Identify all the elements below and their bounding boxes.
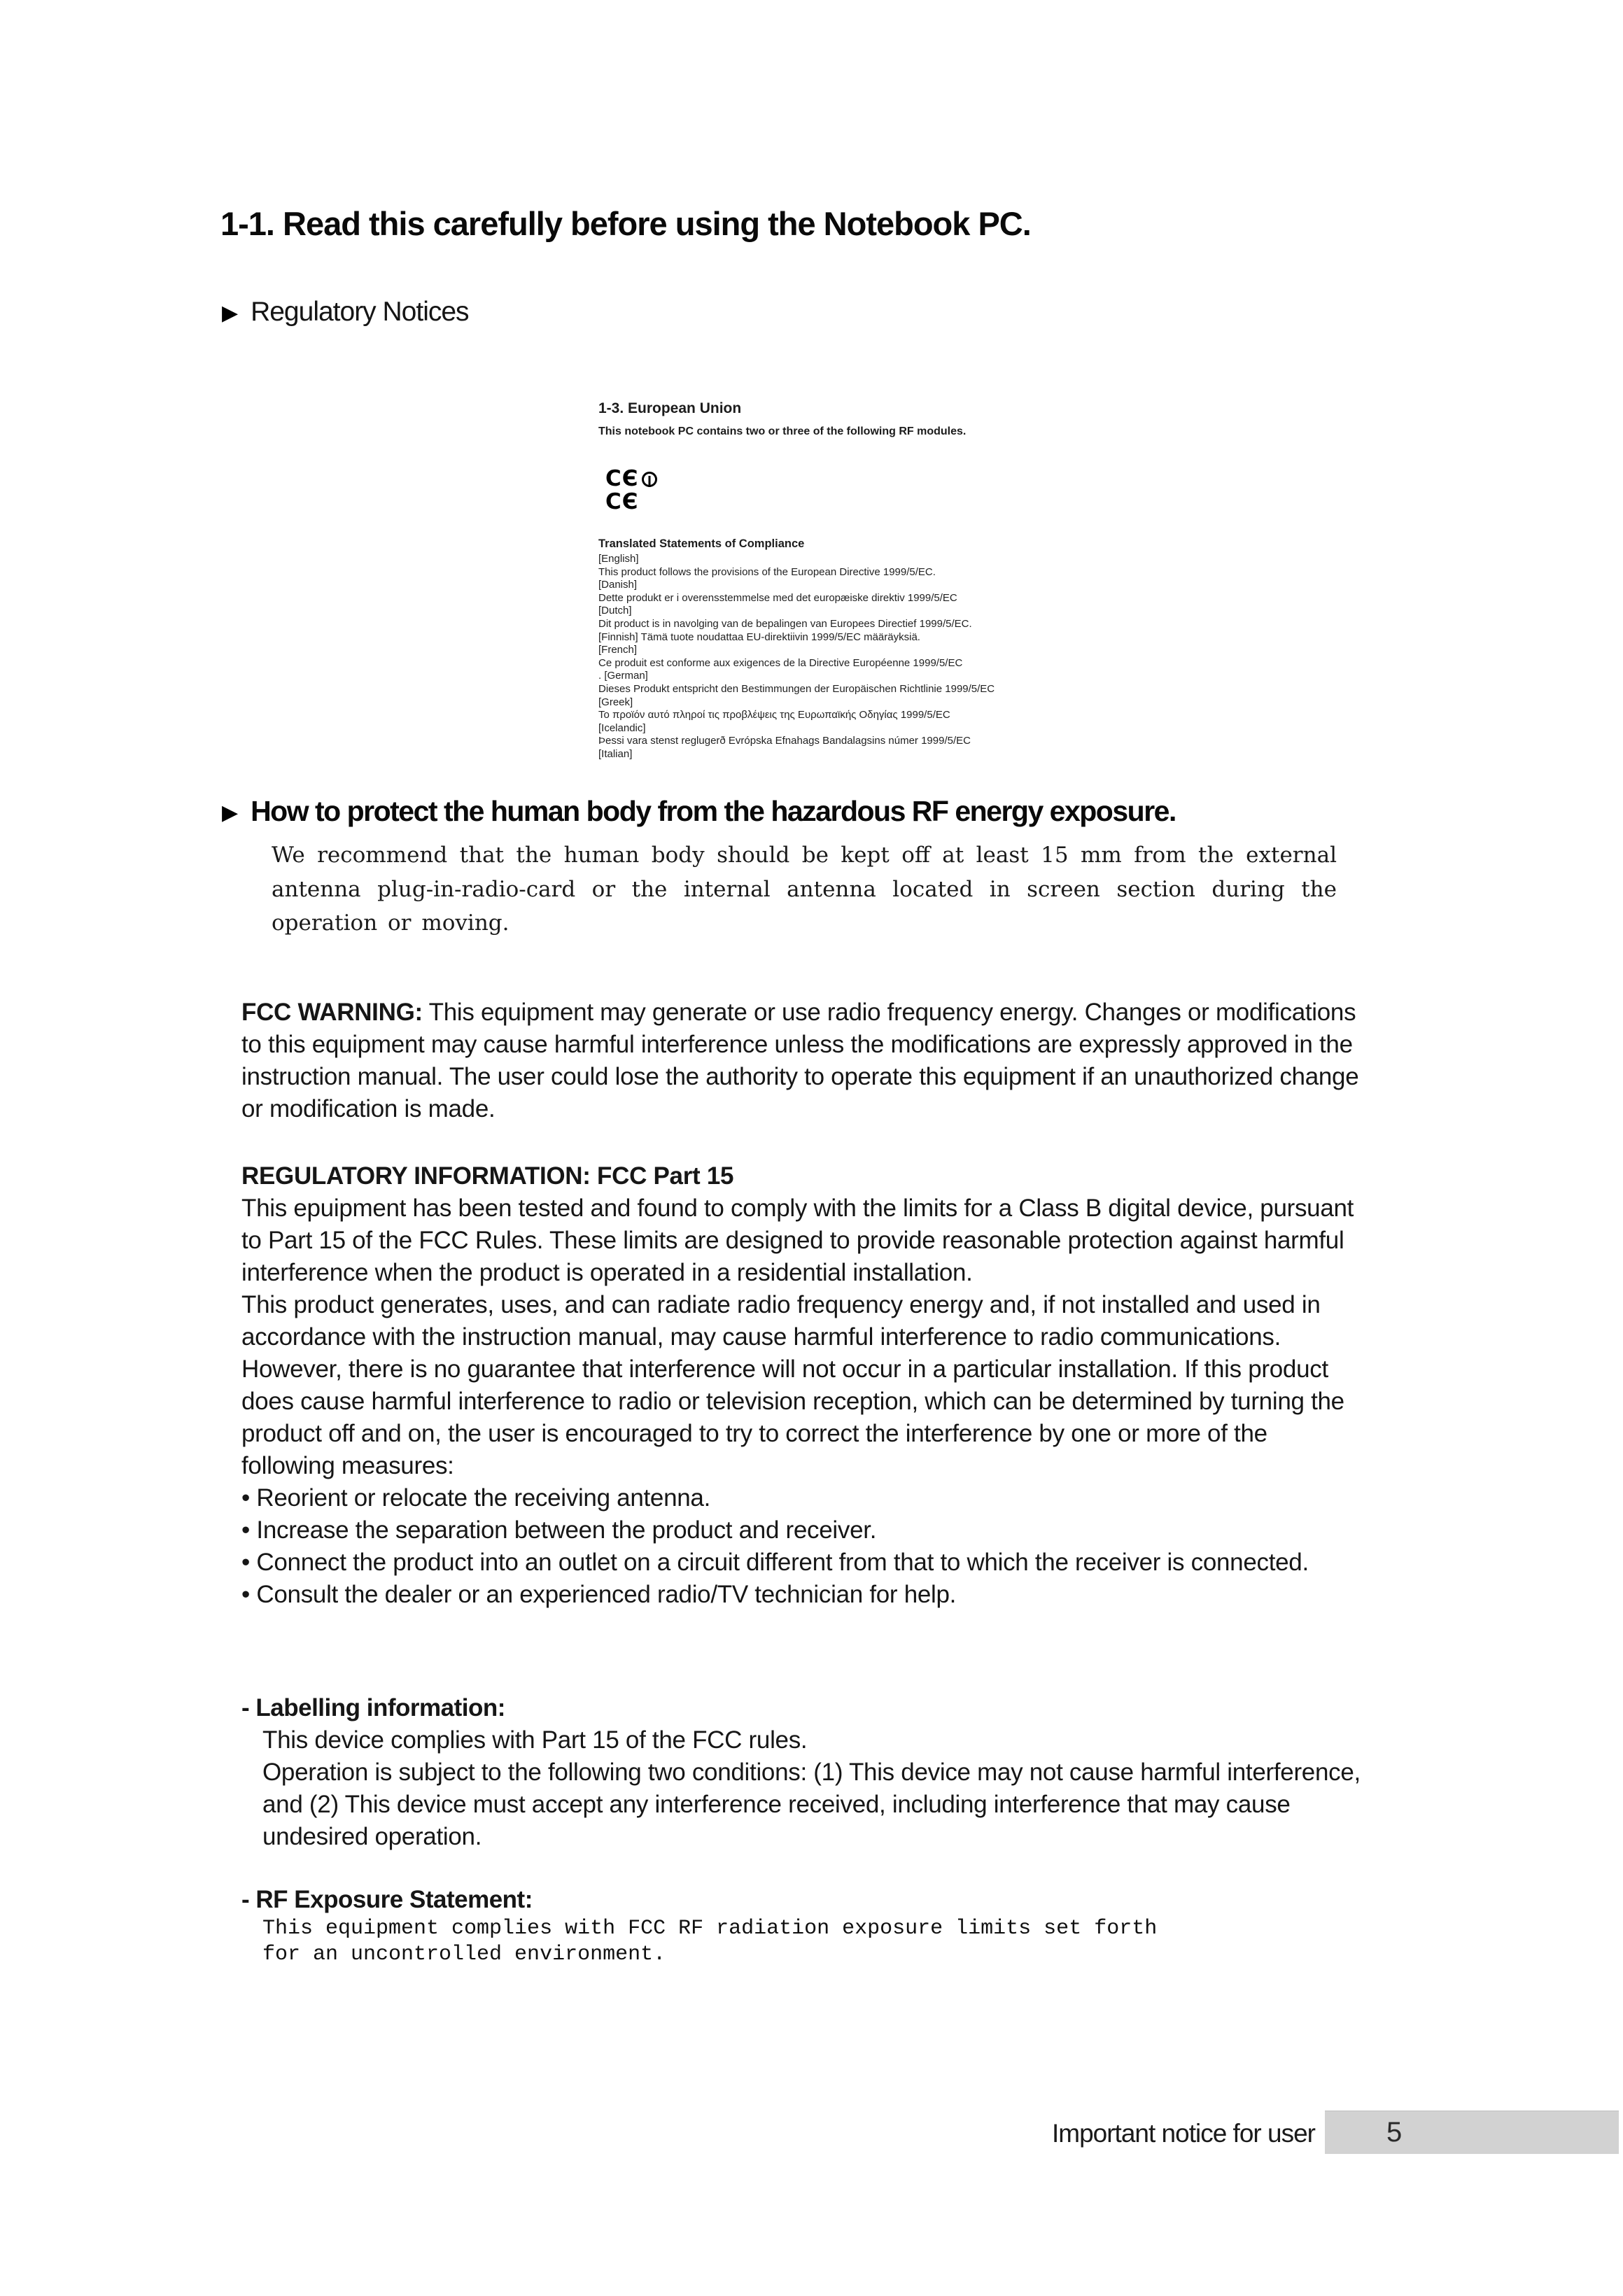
eu-heading: 1-3. European Union — [598, 400, 742, 416]
regulatory-information-section — [241, 1160, 1361, 1611]
labelling-information-section — [241, 1692, 1361, 1853]
list-item — [241, 1482, 1361, 1514]
section-heading-regulatory-notices — [222, 297, 469, 328]
ce-alert-icon — [642, 472, 657, 487]
compliance-heading: Translated Statements of Compliance — [598, 537, 805, 550]
page-number: 5 — [1386, 2117, 1403, 2148]
footer-chapter-label: Important notice for user — [1051, 2119, 1315, 2148]
section-heading-rf-protection — [222, 795, 1176, 828]
rf-exposure-line-2: for an uncontrolled environment. — [262, 1943, 666, 1966]
regulatory-info-paragraph-1: This epuipment has been tested and found to comply with the limits for a Class B digital device, pursuant to Part 15 of the FCC Rules. These limits are designed to provide reasonable protection against harmful interference when the product is operated in a residential installation. — [241, 1195, 1354, 1286]
list-item-text: Consult the dealer or an experienced radio/TV technician for help. — [256, 1581, 957, 1608]
triangle-right-icon: ▶ — [222, 801, 239, 824]
compliance-line: [Icelandic] — [598, 721, 646, 734]
compliance-line: Dette produkt er i overensstemmelse med det europæiske direktiv 1999/5/EC — [598, 591, 957, 604]
regulatory-info-heading: REGULATORY INFORMATION: FCC Part 15 — [241, 1162, 734, 1190]
rf-exposure-heading: - RF Exposure Statement: — [241, 1886, 533, 1913]
corrective-measures-list — [241, 1482, 1361, 1611]
labelling-line-2: Operation is subject to the following two conditions: (1) This device may not cause harmful interference, and (2) This device must accept any interference received, including interference that may cause undesired operation. — [262, 1759, 1361, 1850]
list-item-text: Reorient or relocate the receiving antenna. — [256, 1484, 711, 1512]
compliance-line: [English] — [598, 553, 639, 565]
ce-marks — [605, 467, 1060, 514]
compliance-line: [Dutch] — [598, 605, 632, 617]
bullet-icon: • — [241, 1549, 250, 1576]
labelling-heading: - Labelling information: — [241, 1694, 505, 1721]
rf-exposure-line-1: This equipment complies with FCC RF radiation exposure limits set forth — [262, 1917, 1158, 1941]
triangle-right-icon: ▶ — [222, 302, 239, 325]
fcc-warning-text: This equipment may generate or use radio frequency energy. Changes or modifications to this equipment may cause harmful interference unless the modifications are expressly approved in the instruction manual. The user could lose the authority to operate this equipment if an unauthorized change or modification is made. — [241, 999, 1359, 1122]
labelling-line-1: This device complies with Part 15 of the FCC rules. — [262, 1726, 808, 1754]
section-heading-label: How to protect the human body from the hazardous RF energy exposure. — [251, 795, 1176, 827]
fcc-warning-paragraph — [241, 996, 1361, 1125]
page-title: 1-1. Read this carefully before using the Notebook PC. — [220, 205, 1031, 242]
compliance-line: Το προϊόν αυτό πληροί τις προβλέψεις της Ευρωπαϊκής Οδηγίας 1999/5/EC — [598, 709, 950, 721]
bullet-icon: • — [241, 1516, 250, 1544]
compliance-line: [Danish] — [598, 579, 638, 591]
ce-mark-text: CЄ — [605, 466, 639, 491]
section-heading-label: Regulatory Notices — [251, 297, 469, 327]
ce-mark-text: CЄ — [605, 489, 639, 514]
list-item — [241, 1547, 1361, 1579]
compliance-line: Ce produit est conforme aux exigences de la Directive Européenne 1999/5/EC — [598, 656, 963, 669]
compliance-line: [Finnish] Tämä tuote noudattaa EU-direktiivin 1999/5/EC määräyksiä. — [598, 631, 920, 643]
list-item-text: Increase the separation between the product and receiver. — [256, 1516, 877, 1544]
list-item — [241, 1579, 1361, 1611]
compliance-line: [Italian] — [598, 747, 633, 760]
eu-notice-block — [598, 400, 1060, 761]
ce-mark-with-alert — [605, 467, 1060, 491]
regulatory-info-paragraph-2: This product generates, uses, and can radiate radio frequency energy and, if not installed and used in accordance with the instruction manual, may cause harmful interference to radio communications. However, there is no guarantee that interference will not occur in a particular installation. If this product does cause harmful interference to radio or television reception, which can be determined by turning the product off and on, the user is encouraged to try to correct the interference by one or more of the following measures: — [241, 1291, 1344, 1479]
bullet-icon: • — [241, 1484, 250, 1512]
compliance-line: . [German] — [598, 670, 648, 682]
compliance-line: [Greek] — [598, 696, 633, 708]
compliance-line: Þessi vara stenst reglugerð Evrópska Efnahags Bandalagsins númer 1999/5/EC — [598, 735, 971, 747]
fcc-warning-label: FCC WARNING: — [241, 999, 423, 1026]
rf-protection-paragraph: We recommend that the human body should be kept off at least 15 mm from the external antenna plug-in-radio-card or the internal antenna located in screen section during the operation or moving. — [272, 843, 1337, 936]
rf-exposure-section — [241, 1884, 1361, 1968]
list-item — [241, 1514, 1361, 1547]
compliance-line: This product follows the provisions of the European Directive 1999/5/EC. — [598, 565, 936, 578]
compliance-line: Dieses Produkt entspricht den Bestimmungen der Europäischen Richtlinie 1999/5/EC — [598, 682, 995, 695]
eu-intro-text: This notebook PC contains two or three of the following RF modules. — [598, 425, 967, 437]
list-item-text: Connect the product into an outlet on a circuit different from that to which the receiver is connected. — [256, 1549, 1309, 1576]
ce-mark — [605, 491, 1060, 514]
bullet-icon: • — [241, 1581, 250, 1608]
page-number-box — [1325, 2111, 1619, 2154]
compliance-line: Dit product is in navolging van de bepalingen van Europees Directief 1999/5/EC. — [598, 617, 972, 630]
compliance-line: [French] — [598, 644, 638, 656]
